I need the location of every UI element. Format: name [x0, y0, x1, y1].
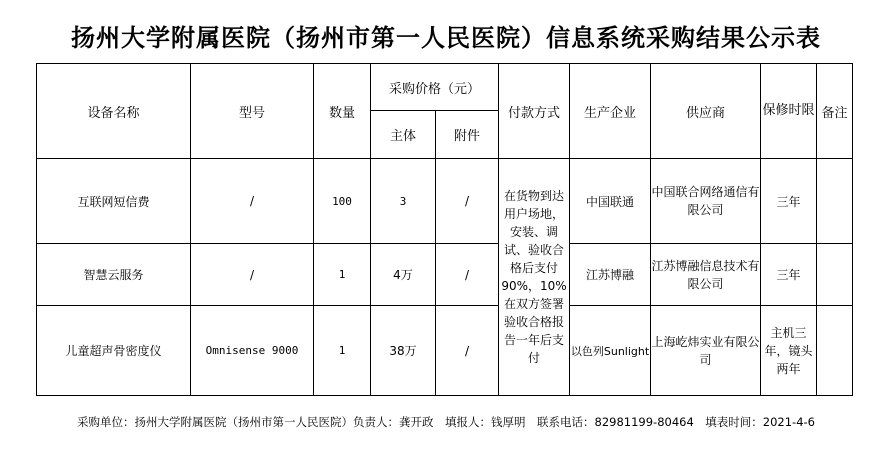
header-supplier: 供应商 [651, 64, 761, 159]
procurement-table [36, 63, 853, 396]
header-manufacturer: 生产企业 [570, 64, 651, 159]
cell-price-main: 4万 [371, 244, 436, 306]
page-title: 扬州大学附属医院（扬州市第一人民医院）信息系统采购结果公示表 [71, 24, 821, 52]
cell-model: / [191, 244, 314, 306]
cell-quantity: 100 [314, 159, 371, 244]
cell-price-main: 38万 [371, 306, 436, 396]
header-model: 型号 [191, 64, 314, 159]
cell-warranty: 主机三年，镜头两年 [761, 306, 817, 396]
cell-quantity: 1 [314, 244, 371, 306]
cell-remarks [817, 159, 853, 244]
table-row [37, 244, 853, 306]
footer-info: 采购单位：扬州大学附属医院（扬州市第一人民医院）负责人：龚开政 填报人：钱厚明 联系电话：82981199-80464 填表时间：2021-4-6 [77, 415, 815, 429]
cell-warranty: 三年 [761, 244, 817, 306]
cell-manufacturer: 江苏博融 [570, 244, 651, 306]
cell-warranty: 三年 [761, 159, 817, 244]
cell-supplier: 上海屹炜实业有限公司 [651, 306, 761, 396]
cell-model: / [191, 159, 314, 244]
cell-manufacturer: 以色列Sunlight [570, 306, 651, 396]
cell-device-name: 互联网短信费 [37, 159, 191, 244]
cell-device-name: 儿童超声骨密度仪 [37, 306, 191, 396]
header-device-name: 设备名称 [37, 64, 191, 159]
header-remarks: 备注 [817, 64, 853, 159]
cell-supplier: 江苏博融信息技术有限公司 [651, 244, 761, 306]
table-row [37, 159, 853, 244]
table-row [37, 306, 853, 396]
header-warranty: 保修时限 [761, 64, 817, 159]
cell-manufacturer: 中国联通 [570, 159, 651, 244]
header-payment: 付款方式 [499, 64, 570, 159]
cell-supplier: 中国联合网络通信有限公司 [651, 159, 761, 244]
cell-model: Omnisense 9000 [191, 306, 314, 396]
cell-remarks [817, 244, 853, 306]
header-price-accessory: 附件 [436, 111, 499, 159]
header-price-main: 主体 [371, 111, 436, 159]
cell-price-main: 3 [371, 159, 436, 244]
cell-price-accessory: / [436, 306, 499, 396]
cell-quantity: 1 [314, 306, 371, 396]
cell-payment-terms: 在货物到达用户场地，安装、调试、验收合格后支付90%，10%在双方签署验收合格报告一年后支付 [499, 159, 570, 396]
cell-remarks [817, 306, 853, 396]
cell-price-accessory: / [436, 159, 499, 244]
header-price-group: 采购价格（元） [371, 64, 499, 111]
cell-price-accessory: / [436, 244, 499, 306]
header-quantity: 数量 [314, 64, 371, 159]
cell-device-name: 智慧云服务 [37, 244, 191, 306]
